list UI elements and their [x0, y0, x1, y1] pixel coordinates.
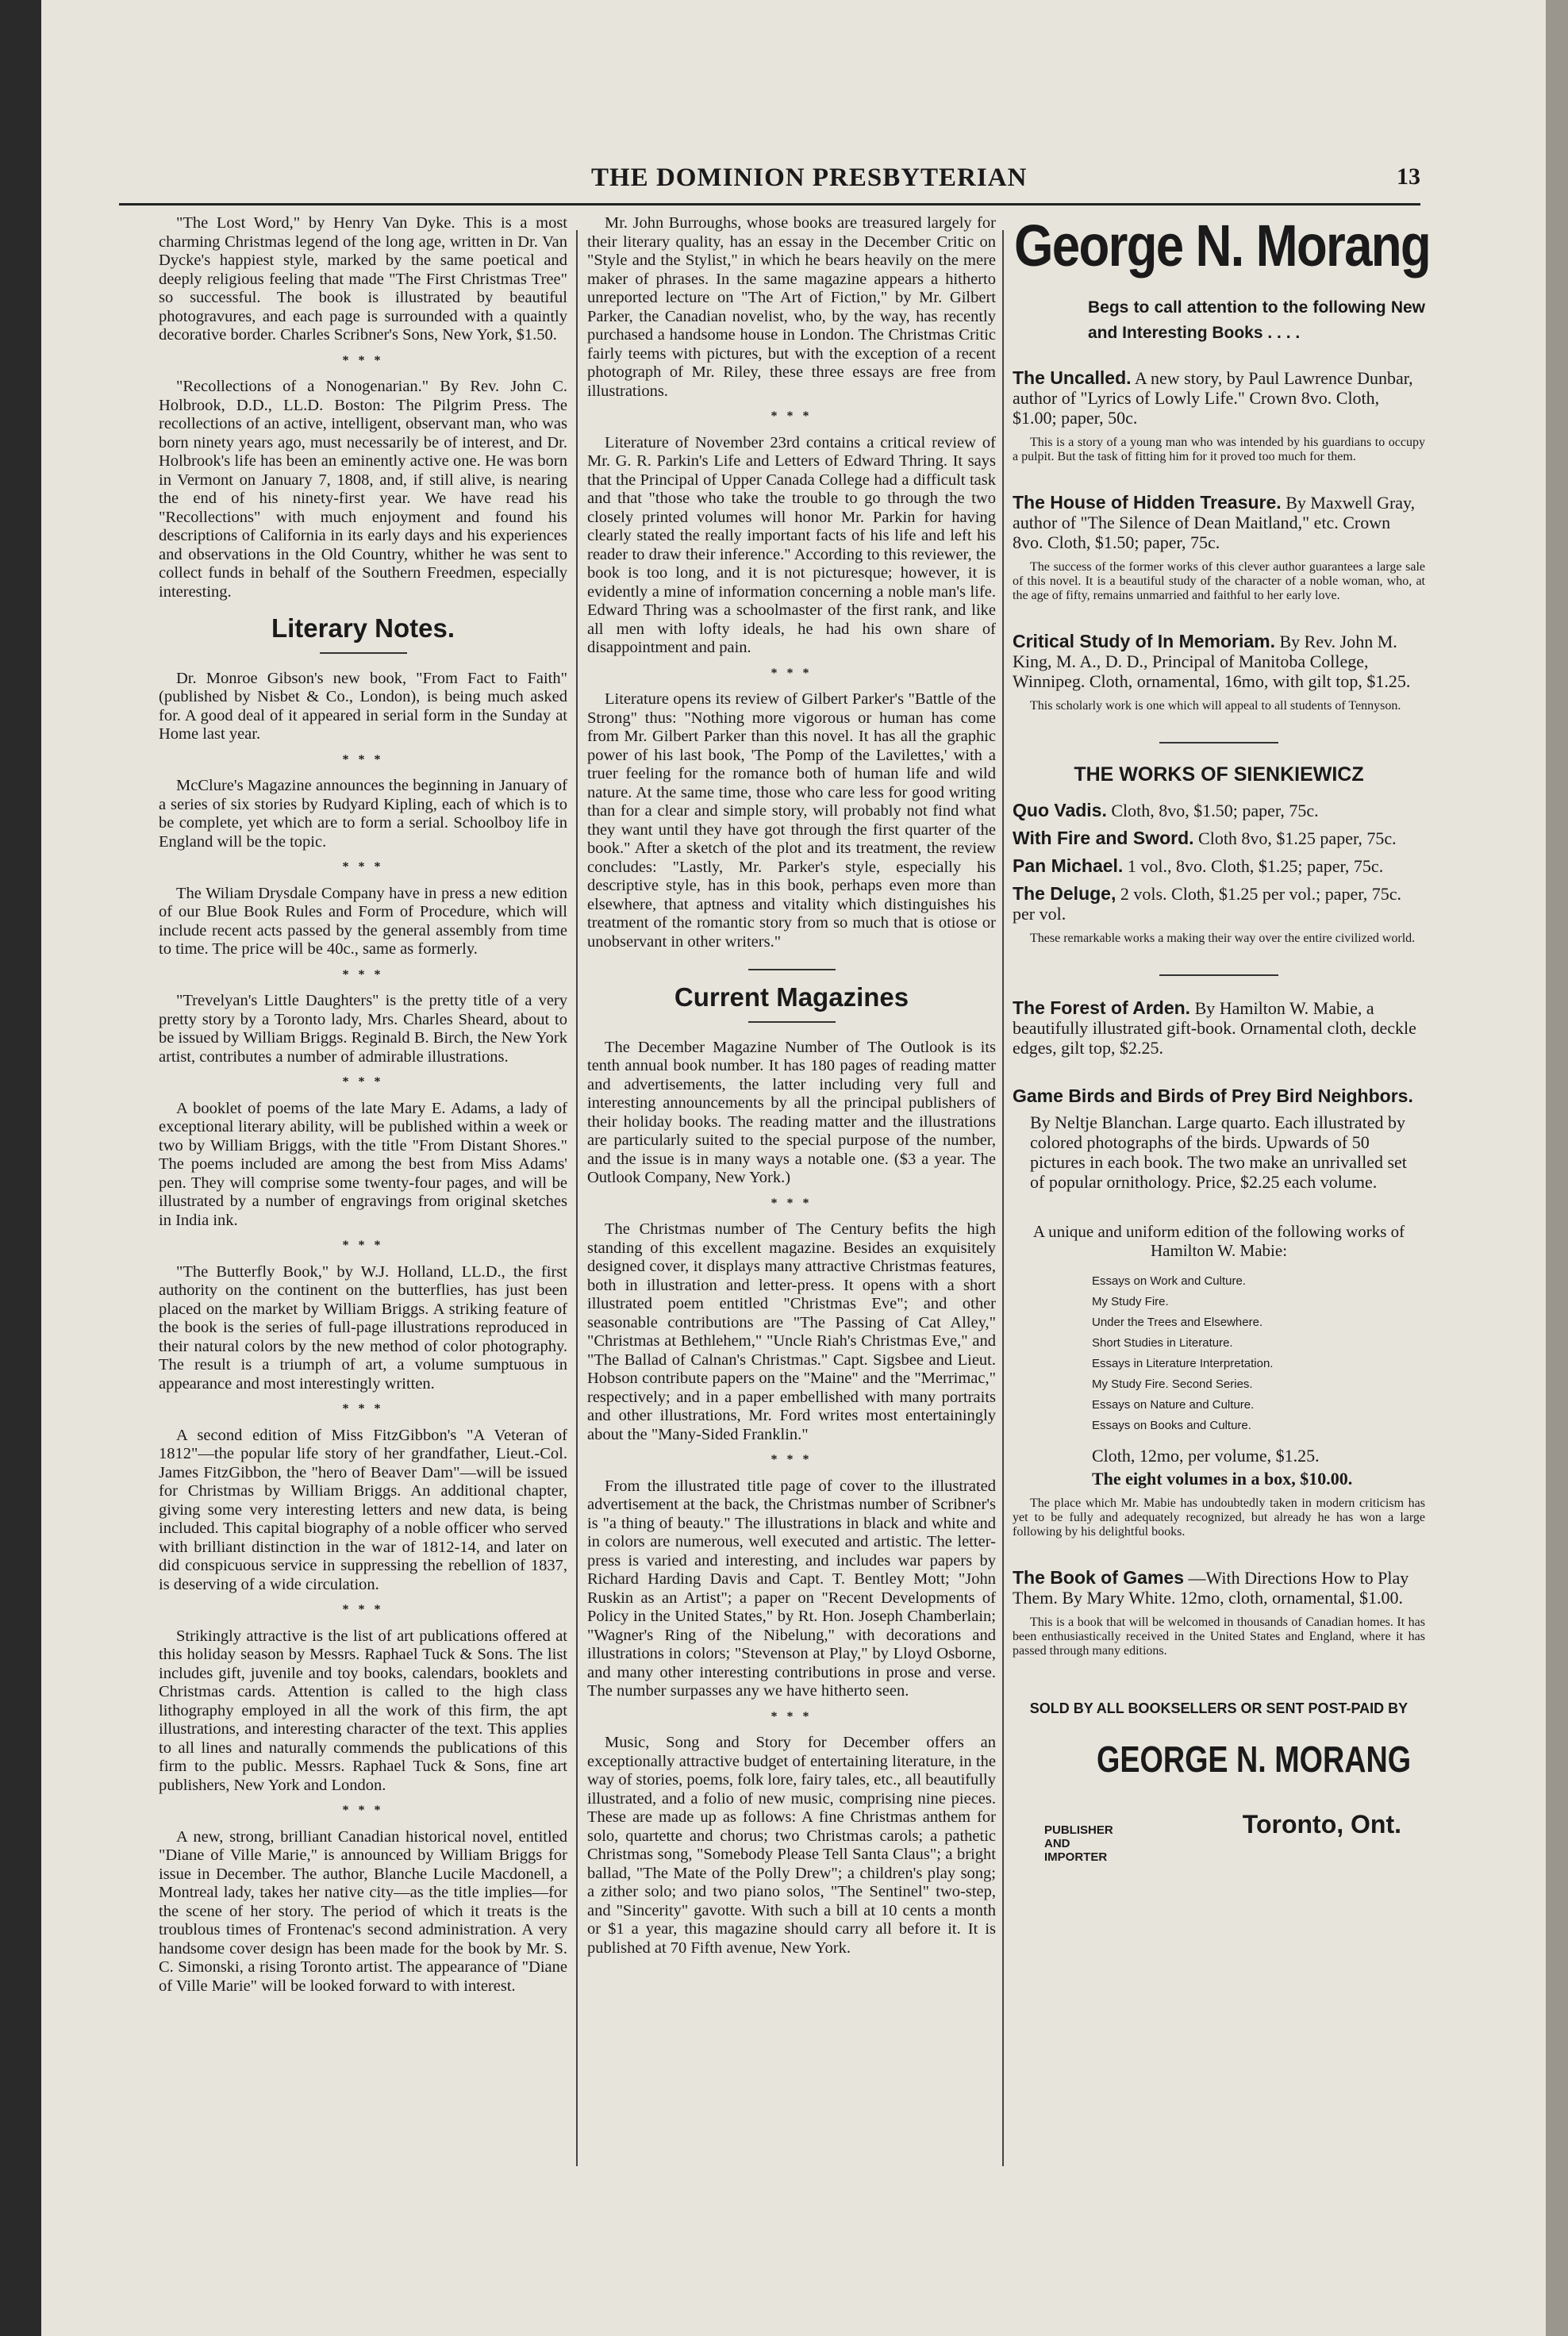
essay-item: Essays on Work and Culture.: [1092, 1274, 1246, 1288]
article-paragraph: Mr. John Burroughs, whose books are treasured largely for their literary quality, has an essay in the December Critic on "Style and the Stylist," in which he bears heavily on the mere maker of phrases. In the same magazine appears a hitherto unreported lecture on "The Art of Fiction," by Mr. Gilbert Parker, the Canadian novelist, who, by the way, has recently purchased a handsome house in London. The Christmas Critic fairly teems with pictures, but with the exception of a recent photograph of Mr. Riley, these three essays are free from illustrations.: [587, 214, 996, 400]
column-middle: [587, 214, 996, 1964]
separator-stars: * * *: [342, 860, 384, 874]
book-title: The House of Hidden Treasure.: [1013, 492, 1282, 513]
article-paragraph: Music, Song and Story for December offers an exceptionally attractive budget of entertaining literature, in the way of stories, poems, folk lore, fairy tales, etc., all beautifully illustrated, and a folio of new music, comprising nine pieces. These are made up as follows: A fine Christmas anthem for solo, quartette and chorus; two Christmas carols; a pathetic Christmas song, "Somebody Please Tell Santa Claus"; a bright ballad, "The Mate of the Polly Drew"; a children's play song; a zither solo; and two piano solos, "The Sentinel" two-step, and "Sincerity" gavotte. With such a bill at 10 cents a month or $1 a year, this magazine should carry all before it. It is published at 70 Fifth avenue, New York.: [587, 1734, 996, 1957]
book-details: By Neltje Blanchan. Large quarto. Each illustrated by colored photographs of the birds. Upwards of 50 pictures in each book. The two make an unrivalled set of popular ornithology. Price, $2.25 each volume.: [1030, 1112, 1407, 1192]
book-note: These remarkable works a making their way over the entire civilized world.: [1030, 931, 1416, 945]
column-left: [159, 214, 567, 2002]
publisher-role: PUBLISHER AND IMPORTER: [1044, 1823, 1113, 1864]
article-paragraph: Strikingly attractive is the list of art publications offered at this holiday season by Messrs. Raphael Tuck & Sons. The list includes gift, juvenile and toy books, calendars, booklets and Christmas cards. Attention is called to the high class lithography employed in all the work of this firm, the apt illustrations, and interesting character of the text. This applies to all lines and naturally commends the publications of this firm to the public. Messrs. Raphael Tuck & Sons, fine art publishers, New York and London.: [159, 1627, 567, 1794]
column-rule: [1002, 230, 1004, 2166]
article-paragraph: Literature opens its review of Gilbert Parker's "Battle of the Strong" thus: "Nothing more vigorous or human has come from Mr. Gilbert Parker than this novel. It has all the graphic power of his last book, 'The Pomp of the Lavilettes,' with a truer feeling for the romance both of human life and wild nature. At the same time, those who care less for good writing than for a clear and simple story, will probably not find what they want until they have got through the first quarter of the book." After a sketch of the plot and its treatment, the review concludes: "Lastly, Mr. Parker's style, especially his descriptive style, has in this book, perhaps even more than elsewhere, that aptness and vitality which distinguishes his treatment of the romantic story from so much that is otiose or unobservant in other writers.": [587, 690, 996, 951]
book-listing: [1013, 856, 1425, 876]
essay-item: Essays on Books and Culture.: [1092, 1418, 1251, 1432]
article-paragraph: A booklet of poems of the late Mary E. Adams, a lady of exceptional literary ability, will be published within a week or two by William Briggs, with the title "From Distant Shores." The poems included are among the best from Miss Adams' pen. They will comprise some twenty-four pages, and will be illustrated by a number of engravings from original sketches in India ink.: [159, 1099, 567, 1229]
book-listing: [1013, 1086, 1425, 1192]
book-details: Cloth, 8vo, $1.50; paper, 75c.: [1111, 800, 1319, 820]
publisher-city: Toronto, Ont.: [1242, 1809, 1401, 1838]
book-listing: [1013, 884, 1425, 924]
price-line: The eight volumes in a box, $10.00.: [1092, 1468, 1353, 1489]
separator-stars: * * *: [771, 409, 813, 423]
section-rule: [748, 969, 836, 970]
book-title: Game Birds and Birds of Prey Bird Neighbors.: [1013, 1085, 1413, 1106]
article-paragraph: A new, strong, brilliant Canadian historical novel, entitled "Diane of Ville Marie," is announced by William Briggs for issue in December. The author, Blanche Lucile Macdonell, a Montreal lady, takes her native city—as the title implies—for the scene of her story. The period of which it treats is the troublous times of Frontenac's second administration. A very handsome cover design has been made for the book by Mr. S. C. Simonski, a rising Toronto artist. The appearance of "Diane of Ville Marie" will be looked forward to with interest.: [159, 1827, 567, 1995]
section-rule: [748, 1021, 836, 1023]
article-paragraph: "Trevelyan's Little Daughters" is the pretty title of a very pretty story by a Toronto lady, Mrs. Charles Sheard, about to be issued by William Briggs. Reginald B. Birch, the New York artist, contributes a number of admirable illustrations.: [159, 992, 567, 1066]
book-note: This is a story of a young man who was intended by his guardians to occupy a pulpit. But the task of fitting him for it proved too much for them.: [1013, 436, 1425, 463]
book-listing: [1013, 828, 1425, 848]
separator-stars: * * *: [342, 752, 384, 766]
separator-stars: * * *: [342, 353, 384, 367]
separator-stars: * * *: [342, 967, 384, 982]
works-heading: THE WORKS OF SIENKIEWICZ: [1074, 763, 1364, 786]
essay-list: [1092, 1271, 1425, 1436]
separator-stars: * * *: [342, 1075, 384, 1089]
article-paragraph: From the illustrated title page of cover to the illustrated advertisement at the back, the Christmas number of Scribner's is "a thing of beauty." The illustrations in black and white and in colors are numerous, well executed and artistic. The letter-press is varied and interesting, and includes war papers by Richard Harding Davis and Capt. T. Bentley Mott; "John Ruskin as an Artist"; a paper on "Recent Developments of Policy in the United States," by Rt. Hon. Joseph Chamberlain; "Wagner's Ring of the Nibelung," with decorations and illustrations in colors; "Stevenson at Play," by Lloyd Osborne, and many other interesting contributions in prose and verse. The number surpasses any we have hitherto seen.: [587, 1477, 996, 1700]
separator-stars: * * *: [342, 1239, 384, 1252]
book-title: Critical Study of In Memoriam.: [1013, 631, 1275, 651]
book-details: 2 vols. Cloth, $1.25 per vol.; paper, 75c. per vol.: [1013, 883, 1401, 924]
article-paragraph: The Wiliam Drysdale Company have in press a new edition of our Blue Book Rules and Form of Procedure, which will include recent acts passed by the general assembly from time to time. The price will be 40c., same as formerly.: [159, 884, 567, 958]
book-title: With Fire and Sword.: [1013, 827, 1194, 848]
page-header: [119, 163, 1420, 206]
separator-stars: * * *: [771, 1709, 813, 1723]
essay-item: My Study Fire. Second Series.: [1092, 1377, 1253, 1391]
essay-item: Short Studies in Literature.: [1092, 1335, 1233, 1350]
book-listing: [1013, 998, 1425, 1058]
article-paragraph: McClure's Magazine announces the beginning in January of a series of six stories by Rudyard Kipling, each of which is to be complete, yet which are to form a serial. Schoolboy life in England will be the topic.: [159, 777, 567, 851]
book-listing: [1013, 368, 1425, 428]
article-paragraph: Dr. Monroe Gibson's new book, "From Fact to Faith" (published by Nisbet & Co., London), is being much asked for. A good deal of it appeared in serial form in the Sunday at Home last year.: [159, 669, 567, 743]
publisher-advertisement: [1013, 213, 1431, 1864]
sold-by: SOLD BY ALL BOOKSELLERS OR SENT POST-PAID BY: [1029, 1700, 1409, 1716]
essay-item: My Study Fire.: [1092, 1294, 1169, 1308]
separator-stars: * * *: [771, 1196, 813, 1210]
section-rule: [1159, 742, 1278, 743]
article-paragraph: The December Magazine Number of The Outlook is its tenth annual book number. It has 180 pages of reading matter and advertisements, the latter including very full and interesting announcements by all the principal publishers of their holiday books. The reading matter and the illustrations are particularly suited to the special purpose of the number, and the issue is in many ways a notable one. ($3 a year. The Outlook Company, New York.): [587, 1038, 996, 1186]
section-rule: [320, 652, 407, 654]
separator-stars: * * *: [342, 1402, 384, 1416]
column-rule: [576, 230, 578, 2166]
book-details: Cloth 8vo, $1.25 paper, 75c.: [1198, 828, 1397, 848]
section-heading: Literary Notes.: [271, 613, 455, 643]
book-note: The success of the former works of this clever author guarantees a large sale of this novel. It is a beautiful study of the character of a noble woman, who, at the age of fifty, remains unmarried and faithful to her early love.: [1013, 560, 1425, 602]
essay-item: Under the Trees and Elsewhere.: [1092, 1315, 1263, 1329]
essay-item: Essays in Literature Interpretation.: [1092, 1356, 1274, 1370]
separator-stars: * * *: [342, 1804, 384, 1817]
price-line: Cloth, 12mo, per volume, $1.25.: [1092, 1445, 1320, 1466]
book-title: Quo Vadis.: [1013, 799, 1107, 820]
page-edge-left: [0, 0, 41, 2336]
book-title: The Deluge,: [1013, 882, 1116, 904]
page-edge-right: [1546, 0, 1568, 2336]
book-details: —With Directions How to Play Them. By Mary White. 12mo, cloth, ornamental, $1.00.: [1013, 1567, 1409, 1608]
publisher-imprint: [1013, 1738, 1425, 1864]
publication-title: THE DOMINION PRESBYTERIAN: [591, 163, 1028, 192]
separator-stars: * * *: [771, 1453, 813, 1466]
ad-intro: Begs to call attention to the following New and Interesting Books . . . .: [1088, 298, 1425, 342]
book-details: By Rev. John M. King, M. A., D. D., Principal of Manitoba College, Winnipeg. Cloth, ornamental, 16mo, with gilt top, $1.25.: [1013, 632, 1411, 691]
section-heading: Current Magazines: [674, 982, 909, 1012]
article-paragraph: "Recollections of a Nonogenarian." By Rev. John C. Holbrook, D.D., LL.D. Boston: The Pilgrim Press. The recollections of an active, intelligent, observant man, who was born ninety years ago, must necessarily be of interest, and Dr. Holbrook's life has been an eminently active one. He was born in Vermont on January 7, 1808, and, if still alive, is nearing the end of his ninety-first year. We have read his "Recollections" with much enjoyment and found his descriptions of California in its early days and his experiences and observations in the Old Country, whither he was sent to collect funds in behalf of the Southern Freedmen, especially interesting.: [159, 378, 567, 601]
book-title: The Book of Games: [1013, 1566, 1184, 1588]
book-listing: [1013, 493, 1425, 552]
article-paragraph: The Christmas number of The Century befits the high standing of this excellent magazine. Besides an exquisitely designed cover, it displays many attractive Christmas features, both in illustration and letter-press. It opens with a short illustrated poem entitled "Christmas Eve"; and other seasonable contributions are "The Passing of Cat Alley," "Christmas at Bethlehem," "Uncle Riah's Christmas Eve," and "The Ballad of Calnan's Christmas." Capt. Sigsbee and Lieut. Hobson contribute papers on the "Maine" and the "Merrimac," respectively; and in a paper embellished with many portraits and other illustrations, Mr. Ford writes most entertainingly about the "Many-Sided Franklin.": [587, 1220, 996, 1443]
book-details: By Maxwell Gray, author of "The Silence of Dean Maitland," etc. Crown 8vo. Cloth, $1.50; paper, 75c.: [1013, 493, 1416, 552]
separator-stars: * * *: [771, 666, 813, 680]
book-note: The place which Mr. Mabie has undoubtedly taken in modern criticism has yet to be fully and adequately recognized, but already he has won a large following by his delightful books.: [1013, 1496, 1425, 1539]
book-details: By Hamilton W. Mabie, a beautifully illustrated gift-book. Ornamental cloth, deckle edges, gilt top, $2.25.: [1013, 997, 1416, 1058]
separator-stars: * * *: [342, 1603, 384, 1616]
book-details: A new story, by Paul Lawrence Dunbar, author of "Lyrics of Lowly Life." Crown 8vo. Cloth, $1.00; paper, 50c.: [1013, 368, 1413, 428]
book-note: This scholarly work is one which will appeal to all students of Tennyson.: [1030, 699, 1401, 713]
publisher-name: GEORGE N. MORANG: [1097, 1738, 1412, 1780]
book-title: Pan Michael.: [1013, 855, 1124, 876]
book-title: The Forest of Arden.: [1013, 997, 1191, 1018]
article-paragraph: "The Lost Word," by Henry Van Dyke. This is a most charming Christmas legend of the long age, written in Dr. Van Dycke's happiest style, marked by the same poetical and deeply religious feeling that made "The First Christmas Tree" so successful. The book is illustrated by beautiful photogravures, and each page is surrounded with a quaintly decorative border. Charles Scribner's Sons, New York, $1.50.: [159, 214, 567, 344]
book-listing: [1013, 632, 1425, 691]
page-number: 13: [1397, 163, 1420, 190]
book-details: 1 vol., 8vo. Cloth, $1.25; paper, 75c.: [1127, 855, 1384, 876]
book-note: This is a book that will be welcomed in thousands of Canadian homes. It has been enthusiastically received in the United States and England, where it has passed through many editions.: [1013, 1615, 1425, 1658]
article-paragraph: "The Butterfly Book," by W.J. Holland, LL.D., the first authority on the continent on the butterflies, has just been placed on the market by William Briggs. A striking feature of the book is the series of full-page illustrations reproduced in their natural colors by the new method of color photography. The result is a triumph of art, a volume sumptuous in appearance and most interestingly written.: [159, 1262, 567, 1393]
book-listing: [1013, 1568, 1425, 1608]
essay-item: Essays on Nature and Culture.: [1092, 1397, 1255, 1412]
book-listing: [1013, 801, 1425, 820]
section-rule: [1159, 974, 1278, 976]
book-title: The Uncalled.: [1013, 367, 1132, 388]
mabie-intro: A unique and uniform edition of the following works of Hamilton W. Mabie:: [1032, 1221, 1405, 1260]
article-paragraph: Literature of November 23rd contains a critical review of Mr. G. R. Parkin's Life and Letters of Edward Thring. It says that the Principal of Upper Canada College had a difficult task and that "those who take the trouble to go through the two closely printed volumes will honor Mr. Parkin for having clearly stated the really important facts of his life and left his reader to draw their inference." According to this reviewer, the book is too long, and it is not picturesque; however, it is evidently a mine of information concerning a noble man's life. Edward Thring was a schoolmaster of the first rank, and like all men with lofty ideals, he had his own share of disappointment and pain.: [587, 433, 996, 656]
advertiser-name: George N. Morang: [1014, 213, 1431, 279]
article-paragraph: A second edition of Miss FitzGibbon's "A Veteran of 1812"—the popular life story of her grandfather, Lieut.-Col. James FitzGibbon, the "hero of Beaver Dam"—will be issued for Christmas by William Briggs. An additional chapter, giving some very interesting letters and new data, is being included. This capital biography of a noble officer who served with brilliant distinction in the war of 1812-14, and later on did conspicuous service in suppressing the rebellion of 1837, is deserving of a wide circulation.: [159, 1426, 567, 1593]
